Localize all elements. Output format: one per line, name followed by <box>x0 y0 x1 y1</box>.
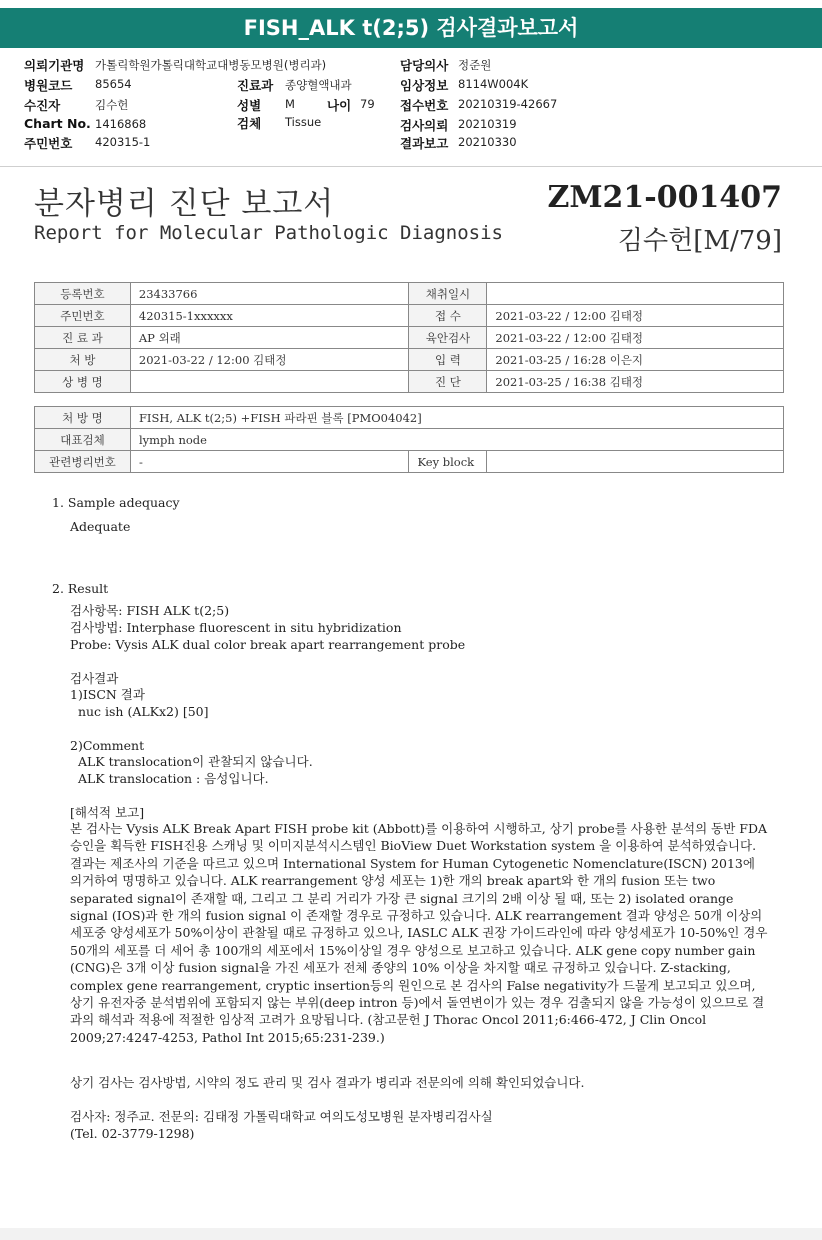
order-label: 처 방 명 <box>35 407 131 429</box>
info-cell-label: 처 방 <box>35 349 131 371</box>
resident-no-value: 420315-1 <box>95 135 151 149</box>
info-cell-label: 채취일시 <box>409 283 487 305</box>
report-title-english: Report for Molecular Pathologic Diagnosis <box>34 222 503 244</box>
sex-label: 성별 <box>237 98 262 113</box>
info-cell-value <box>487 283 784 305</box>
contact-tel: (Tel. 02-3779-1298) <box>70 1126 195 1141</box>
iscn-heading: 1)ISCN 결과 <box>70 687 145 702</box>
related-no-value: - <box>130 451 409 473</box>
request-date-value: 20210319 <box>458 117 517 131</box>
key-block-value <box>487 451 784 473</box>
info-cell-label: 상 병 명 <box>35 371 131 393</box>
table-row <box>35 305 784 327</box>
info-table <box>34 282 784 393</box>
table-row <box>35 407 784 429</box>
section-1-title: 1. Sample adequacy <box>52 495 180 510</box>
chart-no-value: 1416868 <box>95 117 147 131</box>
report-patient-tag: 김수헌[M/79] <box>617 226 782 256</box>
info-cell-value: 2021-03-22 / 12:00 김태정 <box>130 349 409 371</box>
table-row <box>35 429 784 451</box>
comment-line-1: ALK translocation이 관찰되지 않습니다. <box>70 754 313 769</box>
comment-heading: 2)Comment <box>70 738 145 753</box>
info-cell-label: 등록번호 <box>35 283 131 305</box>
table-row <box>35 371 784 393</box>
rep-specimen-label: 대표검체 <box>35 429 131 451</box>
info-cell-label: 주민번호 <box>35 305 131 327</box>
resident-no-label: 주민번호 <box>24 136 73 151</box>
prescription-table <box>34 406 784 473</box>
info-cell-value <box>130 371 409 393</box>
receipt-no-label: 접수번호 <box>400 98 449 113</box>
info-cell-value: AP 외래 <box>130 327 409 349</box>
doctor-label: 담당의사 <box>400 58 449 73</box>
table-row <box>35 327 784 349</box>
order-value: FISH, ALK t(2;5) +FISH 파라핀 블록 [PMO04042] <box>130 407 783 429</box>
rep-specimen-value: lymph node <box>130 429 783 451</box>
patient-value: 김수헌 <box>95 98 129 112</box>
patient-header <box>0 48 822 167</box>
requesting-org-label: 의뢰기관명 <box>24 58 85 73</box>
info-cell-label: 진 료 과 <box>35 327 131 349</box>
comment-line-2: ALK translocation : 음성입니다. <box>70 771 269 786</box>
test-method: 검사방법: Interphase fluorescent in situ hybridization <box>70 620 402 635</box>
table-row <box>35 283 784 305</box>
info-cell-value: 2021-03-22 / 12:00 김태정 <box>487 327 784 349</box>
table-row <box>35 451 784 473</box>
department-value: 종양혈액내과 <box>285 78 352 92</box>
page-bottom-strip <box>0 1228 822 1240</box>
report-id: ZM21-001407 <box>547 180 782 215</box>
clinical-info-value: 8114W004K <box>458 77 529 91</box>
age-value: 79 <box>360 97 375 111</box>
info-cell-label: 진 단 <box>409 371 487 393</box>
info-cell-value: 23433766 <box>130 283 409 305</box>
patient-label: 수진자 <box>24 98 61 113</box>
info-cell-label: 육안검사 <box>409 327 487 349</box>
department-label: 진료과 <box>237 78 274 93</box>
report-title-bar: FISH_ALK t(2;5) 검사결과보고서 <box>0 8 822 48</box>
iscn-value: nuc ish (ALKx2) [50] <box>70 704 209 719</box>
interpretation-heading: [해석적 보고] <box>70 805 145 820</box>
test-item: 검사항목: FISH ALK t(2;5) <box>70 603 230 618</box>
section-1-value: Adequate <box>70 519 131 534</box>
report-title-korean: 분자병리 진단 보고서 <box>34 186 335 222</box>
info-cell-label: 입 력 <box>409 349 487 371</box>
confirmation-statement: 상기 검사는 검사방법, 시약의 정도 관리 및 검사 결과가 병리과 전문의에 의해 확인되었습니다. <box>70 1075 585 1090</box>
hospital-code-value: 85654 <box>95 77 132 91</box>
signer-line: 검사자: 정주교. 전문의: 김태정 가톨릭대학교 여의도성모병원 분자병리검사실 <box>70 1109 493 1124</box>
doctor-value: 정준원 <box>458 58 492 72</box>
info-cell-label: 접 수 <box>409 305 487 327</box>
info-cell-value: 2021-03-22 / 12:00 김태정 <box>487 305 784 327</box>
sex-value: M <box>285 97 295 111</box>
result-heading: 검사결과 <box>70 671 119 686</box>
specimen-value: Tissue <box>285 115 322 129</box>
related-no-label: 관련병리번호 <box>35 451 131 473</box>
info-cell-value: 420315-1xxxxxx <box>130 305 409 327</box>
specimen-label: 검체 <box>237 116 262 131</box>
info-cell-value: 2021-03-25 / 16:38 김태정 <box>487 371 784 393</box>
report-date-label: 결과보고 <box>400 136 449 151</box>
requesting-org-value: 가톨릭학원가톨릭대학교대병동모병원(병리과) <box>95 58 327 72</box>
request-date-label: 검사의뢰 <box>400 118 449 133</box>
report-date-value: 20210330 <box>458 135 517 149</box>
hospital-code-label: 병원코드 <box>24 78 73 93</box>
chart-no-label: Chart No. <box>24 116 91 131</box>
key-block-label: Key block <box>409 451 487 473</box>
receipt-no-value: 20210319-42667 <box>458 97 558 111</box>
info-cell-value: 2021-03-25 / 16:28 이은지 <box>487 349 784 371</box>
interpretation-body: 본 검사는 Vysis ALK Break Apart FISH probe kit (Abbott)를 이용하여 시행하고, 상기 probe를 사용한 분석의 동반 FDA 승인을 획득한 FISH진용 스캐닝 및 이미지분석시스템인 BioView Duet Workstation system 을 이용하여 분석하였습니다. 결과는 제조사의 기준을 따르고 있으며 International System for Human Cytogenetic Nomenclature(ISCN) 2013에 의거하여 명명하고 있습니다. ALK rearrangement 양성 세포는 1)한 개의 break apart와 한 개의 fusion 또는 two separated signal이 존재할 때, 그리고 그 분리 거리가 가장 큰 signal 크기의 2배 이상 될 때, 또는 2) isolated orange signal (IOS)과 한 개의 fusion signal 이 존재할 경우로 규정하고 있습니다. ALK rearrangement 결과 양성은 50개 이상의 세포중 양성세포가 50%이상이 관찰될 때로 규정하고 있으나, IASLC ALK 권장 가이드라인에 따라 양성세포가 10-50%인 경우 50개의 세포를 더 세어 총 100개의 세포에서 15%이상일 경우 양성으로 보고하고 있습니다. ALK gene copy number gain (CNG)은 3개 이상 fusion signal을 가진 세포가 전체 종양의 10% 이상을 차지할 때로 규정하고 있습니다. Z-stacking, complex gene rearrangement, cryptic insertion등의 원인으로 본 검사의 False negativity가 드물게 보고되고 있으며, 상기 유전자중 분석범위에 포함되지 않는 부위(deep intron 등)에서 돌연변이가 있는 경우 검출되지 않을 가능성이 있으므로 결과의 해석과 적용에 적절한 임상적 고려가 요망됩니다. (참고문헌 J Thorac Oncol 2011;6:466-472, J Clin Oncol 2009;27:4247-4253, Pathol Int 2015;65:231-239.) <box>70 821 768 1045</box>
table-row <box>35 349 784 371</box>
clinical-info-label: 임상정보 <box>400 78 449 93</box>
section-2-title: 2. Result <box>52 581 109 596</box>
age-label: 나이 <box>327 98 352 113</box>
probe: Probe: Vysis ALK dual color break apart rearrangement probe <box>70 637 466 652</box>
